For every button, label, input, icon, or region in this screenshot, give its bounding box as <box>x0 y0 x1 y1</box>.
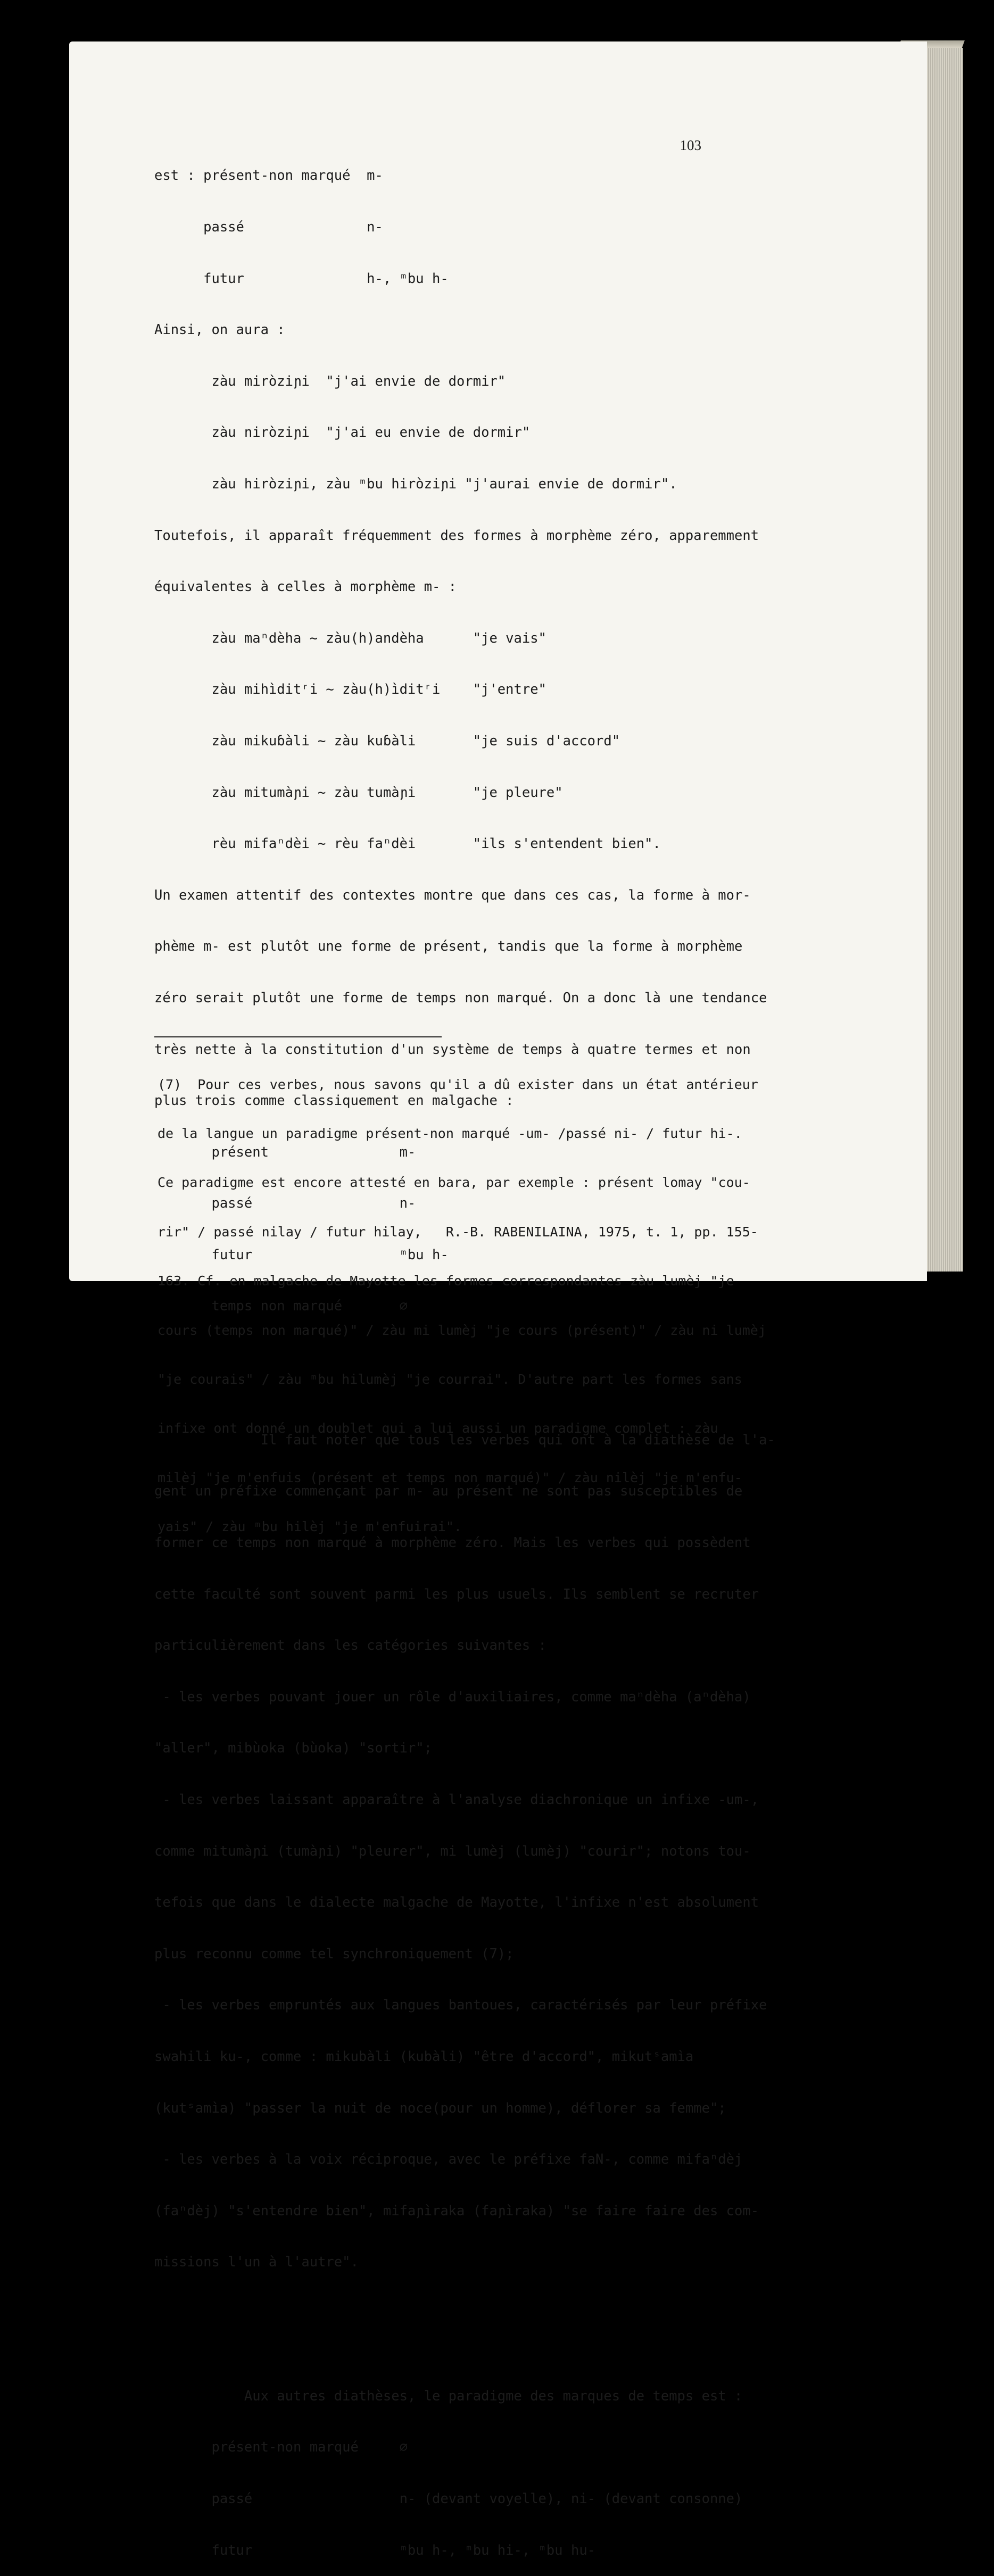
text-line: rèu mifaⁿdèi ~ rèu faⁿdèi "ils s'entendent bien". <box>154 836 661 852</box>
text-line: (faⁿdèj) "s'entendre bien", mifaɲìraka (faɲìraka) "se faire faire des com- <box>154 2203 759 2219</box>
footnote-line: yais" / zàu ᵐbu hilèj "je m'enfuirai". <box>158 1519 462 1535</box>
text-line: Un examen attentif des contextes montre que dans ces cas, la forme à mor- <box>154 887 751 903</box>
text-line: plus trois comme classiquement en malgache : <box>154 1093 514 1109</box>
text-line: particulièrement dans les catégories suivantes : <box>154 1638 546 1654</box>
footnote-line: cours (temps non marqué)" / zàu mi lumèj "je cours (présent)" / zàu ni lumèj <box>158 1322 766 1338</box>
text-line: zàu mikuɓàli ~ zàu kuɓàli "je suis d'accord" <box>154 733 620 749</box>
text-line: plus reconnu comme tel synchroniquement (7); <box>154 1946 514 1962</box>
text-line: zéro serait plutôt une forme de temps non marqué. On a donc là une tendance <box>154 990 767 1006</box>
text-line: cette faculté sont souvent parmi les plus usuels. Ils semblent se recruter <box>154 1586 759 1602</box>
text-line: zàu hiròziɲi, zàu ᵐbu hiròziɲi "j'aurai envie de dormir". <box>154 476 677 492</box>
text-line: "aller", mibùoka (bùoka) "sortir"; <box>154 1740 432 1757</box>
text-line: Il faut noter que tous les verbes qui ont à la diathèse de l'a- <box>154 1432 775 1448</box>
footnote-line: "je courais" / zàu ᵐbu hilumèj "je courrai". D'autre part les formes sans <box>158 1371 742 1387</box>
text-line: former ce temps non marqué à morphème zéro. Mais les verbes qui possèdent <box>154 1535 751 1551</box>
text-line: - les verbes pouvant jouer un rôle d'auxiliaires, comme maⁿdèha (aⁿdèha) <box>154 1689 751 1705</box>
text-line: est : présent-non marqué m- <box>154 168 383 184</box>
footnote-rule <box>154 1036 442 1037</box>
text-line: Ainsi, on aura : <box>154 322 285 338</box>
text-line: tefois que dans le dialecte malgache de Mayotte, l'infixe n'est absolument <box>154 1894 759 1911</box>
text-line: zàu mitumàɲi ~ zàu tumàɲi "je pleure" <box>154 784 563 801</box>
text-line: équivalentes à celles à morphème m- : <box>154 579 457 595</box>
text-line: gent un préfixe commençant par m- au présent ne sont pas susceptibles de <box>154 1483 743 1500</box>
footnote-line: infixe ont donné un doublet qui a lui aussi un paradigme complet : zàu <box>158 1420 718 1436</box>
footnote-line: rir" / passé nilay / futur hilay, R.-B. RABENILAINA, 1975, t. 1, pp. 155- <box>158 1224 758 1240</box>
text-line: zàu maⁿdèha ~ zàu(h)andèha "je vais" <box>154 630 546 646</box>
footnote-line: milèj "je m'enfuis (présent et temps non marqué)" / zàu nilèj "je m'enfu- <box>158 1469 742 1485</box>
text-line: - les verbes laissant apparaître à l'analyse diachronique un infixe -um-, <box>154 1792 759 1808</box>
text-line: zàu niròziɲi "j'ai eu envie de dormir" <box>154 425 531 441</box>
text-line: présent-non marqué ∅ <box>154 2439 408 2456</box>
footnote-line: (7) Pour ces verbes, nous savons qu'il a dû exister dans un état antérieur <box>158 1076 758 1092</box>
paragraph-gap <box>154 2322 809 2336</box>
text-line: phème m- est plutôt une forme de présent, tandis que la forme à morphème <box>154 938 743 955</box>
page-edges <box>927 48 963 1272</box>
text-line: futur ᵐbu h-, ᵐbu hi-, ᵐbu hu- <box>154 2542 596 2558</box>
footnote <box>158 1044 812 1552</box>
footnote-line: Ce paradigme est encore attesté en bara, par exemple : présent lomay "cou- <box>158 1175 750 1191</box>
text-line: passé n- <box>154 1195 416 1212</box>
text-line: passé n- (devant voyelle), ni- (devant consonne) <box>154 2490 743 2507</box>
text-line: comme mitumàɲi (tumàɲi) "pleurer", mi lumèj (lumèj) "courir"; notons tou- <box>154 1843 751 1859</box>
text-line: zàu mihìditʳi ~ zàu(h)ìditʳi "j'entre" <box>154 682 546 698</box>
text-line: passé n- <box>154 219 383 235</box>
text-line: temps non marqué ∅ <box>154 1298 408 1315</box>
text-line: missions l'un à l'autre". <box>154 2254 359 2271</box>
text-line: futur h-, ᵐbu h- <box>154 270 449 287</box>
text-line: Aux autres diathèses, le paradigme des marques de temps est : <box>154 2388 743 2404</box>
text-line: zàu miròziɲi "j'ai envie de dormir" <box>154 373 506 389</box>
footnote-line: 163. Cf. en malgache de Mayotte les formes correspondantes zàu lumèj "je <box>158 1273 734 1289</box>
page-number: 103 <box>680 137 701 153</box>
text-line: très nette à la constitution d'un système de temps à quatre termes et non <box>154 1041 751 1058</box>
footnote-line: de la langue un paradigme présent-non marqué -um- /passé ni- / futur hi-. <box>158 1125 742 1141</box>
text-line: futur ᵐbu h- <box>154 1247 449 1263</box>
text-line: Toutefois, il apparaît fréquemment des formes à morphème zéro, apparemment <box>154 527 759 544</box>
text-line: présent m- <box>154 1144 416 1160</box>
text-line: swahili ku-, comme : mikubàli (kubàli) "être d'accord", mikutˢamìa <box>154 2049 694 2065</box>
text-line: - les verbes à la voix réciproque, avec le préfixe faN-, comme mifaⁿdèj <box>154 2151 743 2168</box>
text-line: (kutˢamìa) "passer la nuit de noce(pour un homme), déflorer sa femme"; <box>154 2100 726 2116</box>
text-line: - les verbes empruntés aux langues bantoues, caractérisés par leur préfixe <box>154 1997 767 2014</box>
